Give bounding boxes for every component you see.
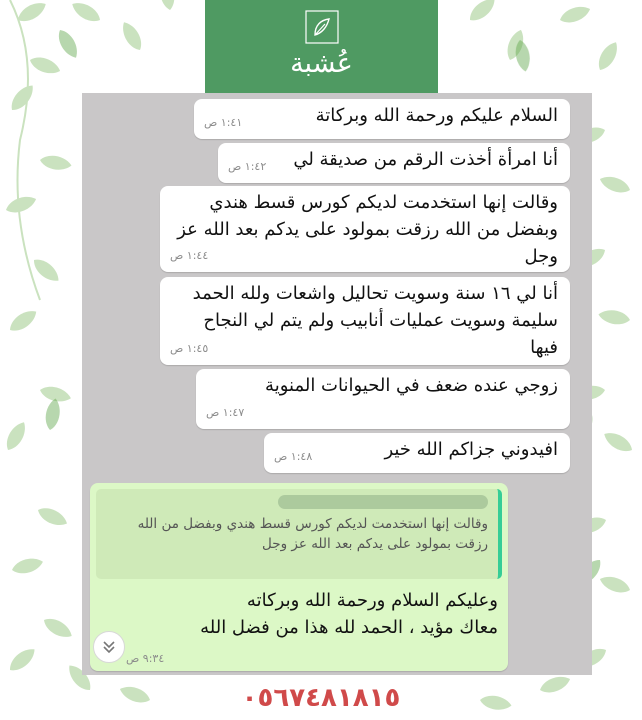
message-time: ١:٤٢ ص — [228, 160, 267, 173]
incoming-message — [264, 433, 570, 473]
scroll-down-button[interactable] — [93, 631, 125, 663]
message-time: ١:٤٧ ص — [206, 406, 245, 419]
brand-header — [205, 0, 438, 93]
message-text: أنا لي ١٦ سنة وسويت تحاليل واشعات ولله الحمد سليمة وسويت عمليات أنابيب ولم يتم لي النجاح فيها — [192, 283, 558, 358]
message-time: ٩:٣٤ ص — [126, 652, 165, 665]
message-text: وقالت إنها استخدمت لديكم كورس قسط هندي وبفضل من الله رزقت بمولود على يدكم بعد الله عز وجل — [177, 192, 558, 267]
quoted-text: وقالت إنها استخدمت لديكم كورس قسط هندي وبفضل من الله رزقت بمولود على يدكم بعد الله عز وجل — [137, 516, 488, 552]
reply-line: وعليكم السلام ورحمة الله وبركاته — [246, 590, 498, 611]
double-chevron-down-icon — [101, 639, 117, 655]
quoted-author-blurred — [278, 495, 488, 509]
message-text: أنا امرأة أخذت الرقم من صديقة لي — [293, 149, 558, 170]
chat-screenshot — [82, 93, 592, 675]
leaf-logo-icon — [305, 10, 339, 44]
message-text: السلام عليكم ورحمة الله وبركاتة — [315, 105, 558, 126]
incoming-message — [194, 99, 570, 139]
message-time: ١:٤٤ ص — [170, 249, 209, 262]
message-time: ١:٤١ ص — [204, 116, 243, 129]
message-text: زوجي عنده ضعف في الحيوانات المنوية — [265, 375, 558, 396]
message-text: افيدوني جزاكم الله خير — [384, 439, 558, 460]
incoming-message — [196, 369, 570, 429]
incoming-message — [160, 277, 570, 365]
reply-text — [98, 587, 498, 641]
brand-name: عُشبة — [290, 48, 353, 79]
phone-number: ٠٥٦٧٤٨١٨١٥ — [241, 683, 401, 713]
outgoing-message — [90, 483, 508, 671]
quoted-message[interactable] — [96, 489, 502, 579]
incoming-message — [218, 143, 570, 183]
reply-line: معاك مؤيد ، الحمد لله هذا من فضل الله — [200, 617, 498, 638]
incoming-message — [160, 186, 570, 272]
message-time: ١:٤٨ ص — [274, 450, 313, 463]
message-time: ١:٤٥ ص — [170, 342, 209, 355]
